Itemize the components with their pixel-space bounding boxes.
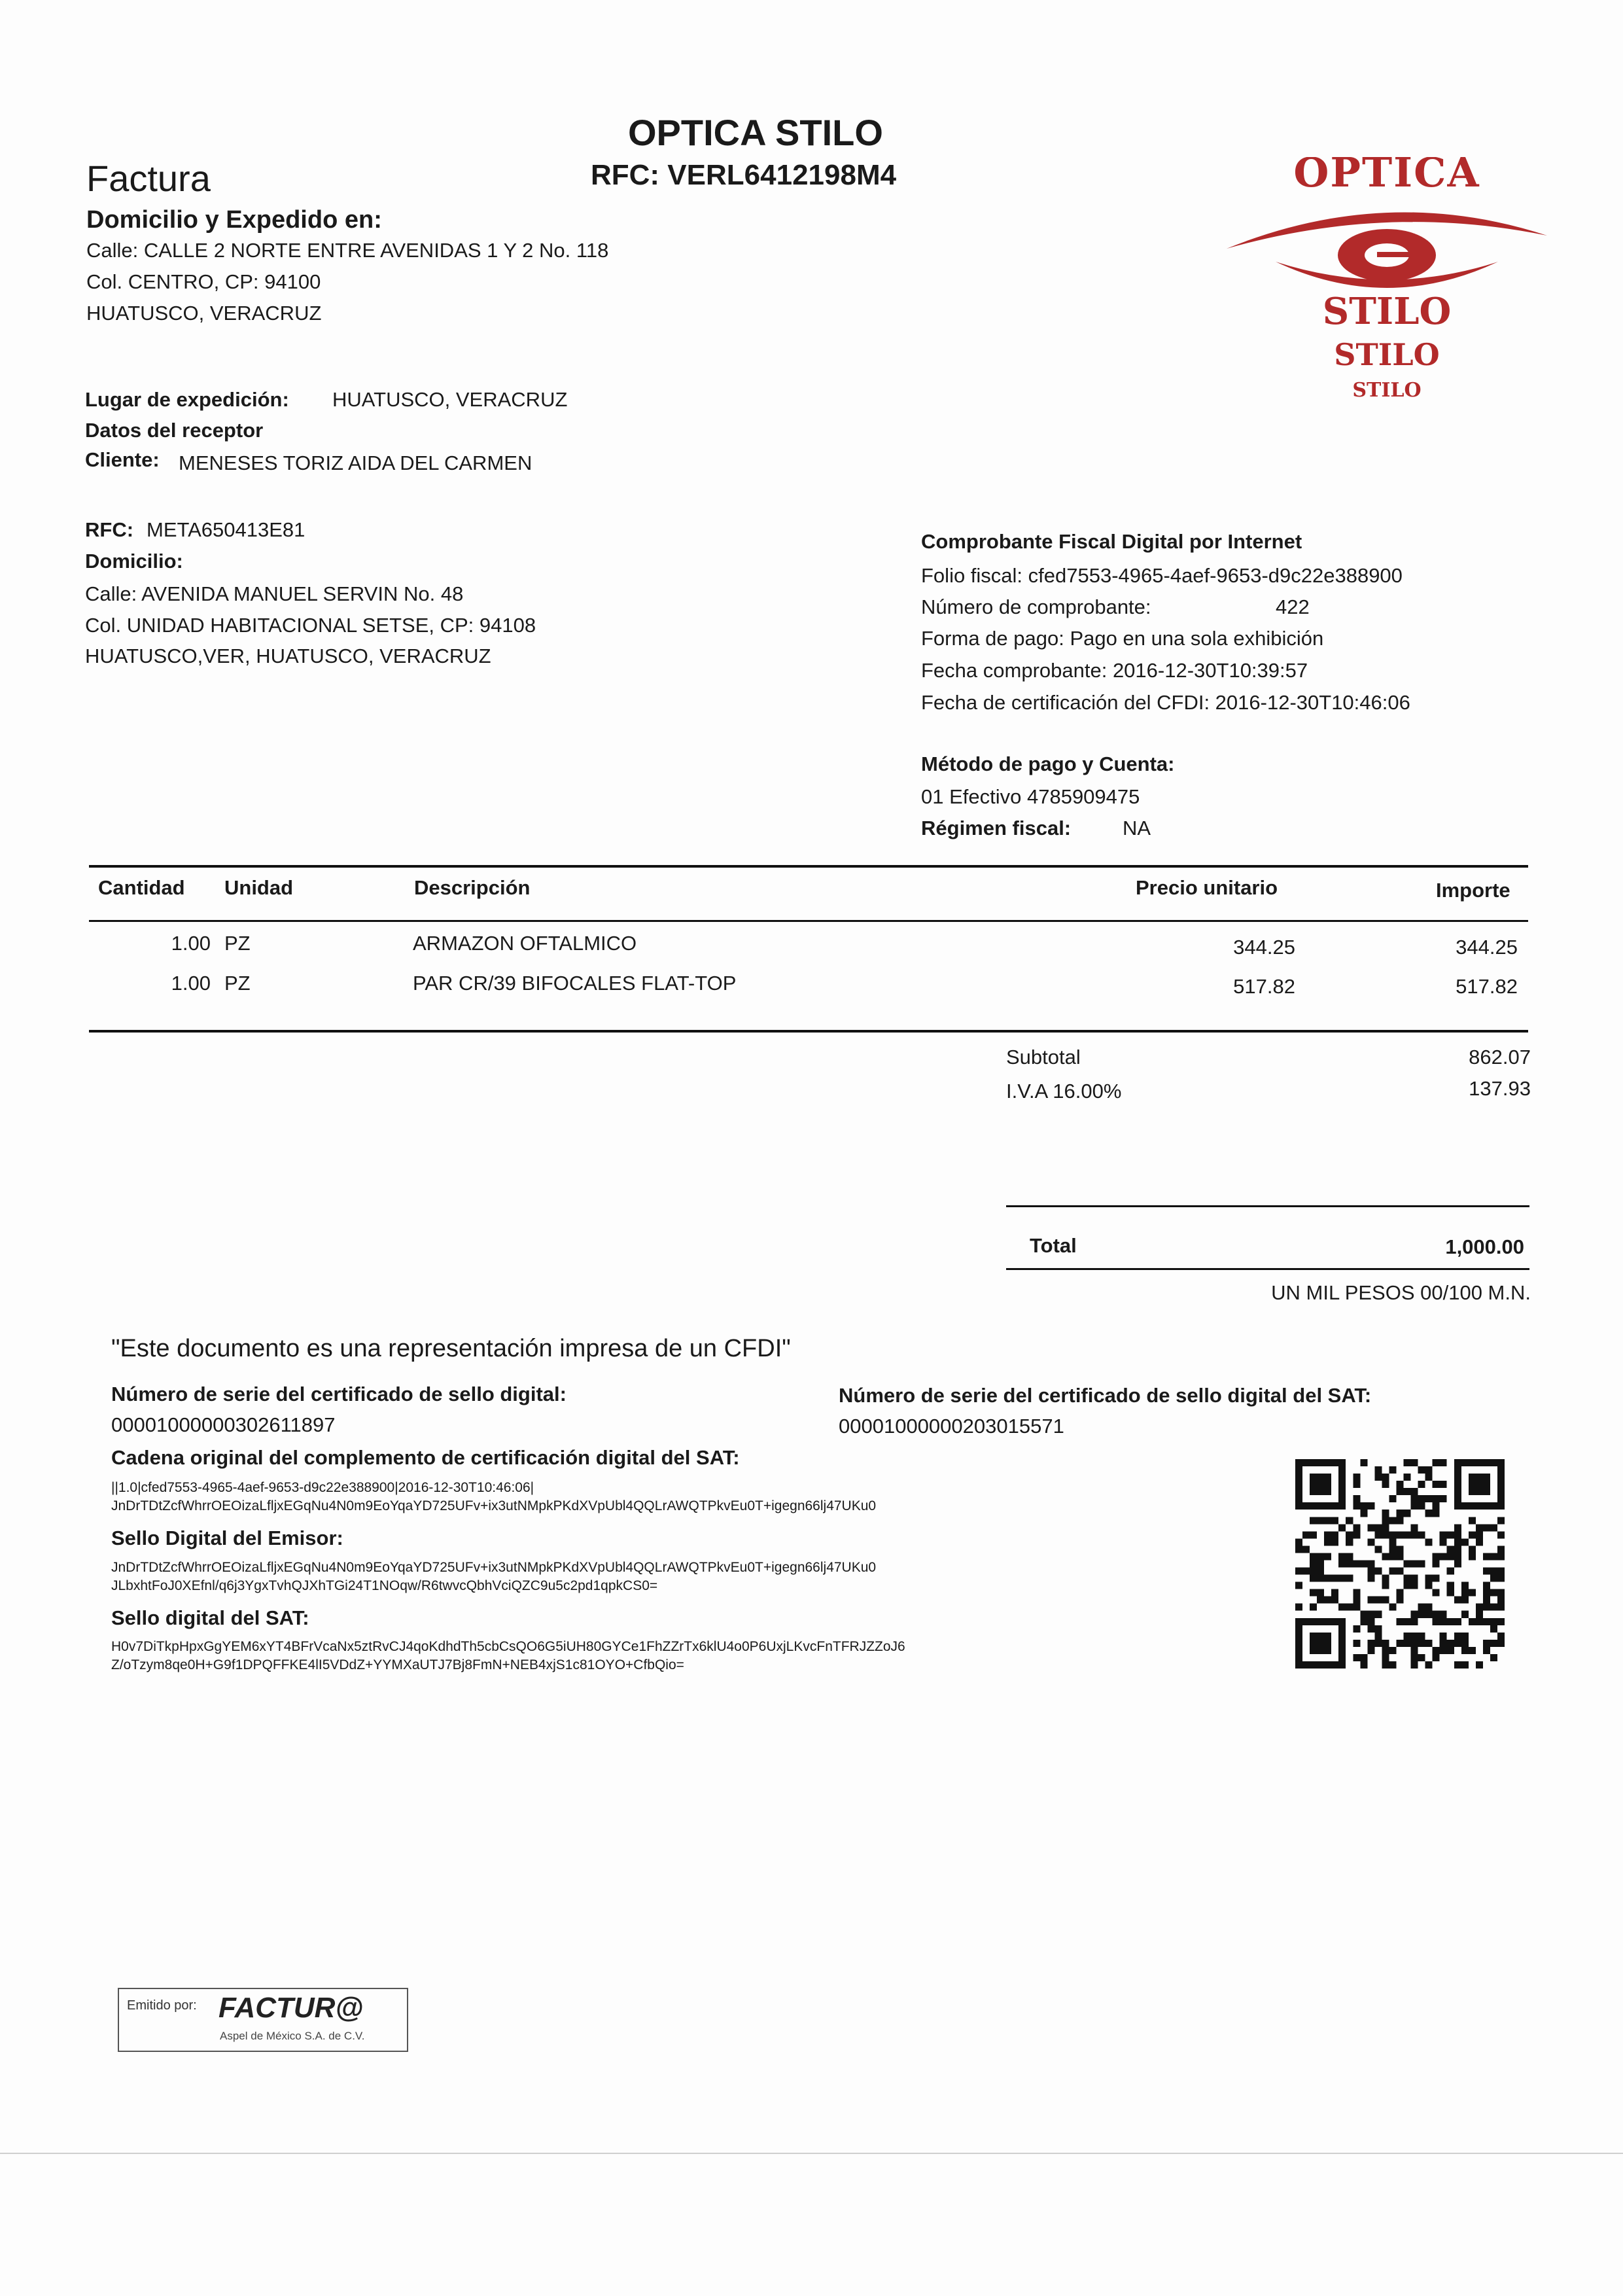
sello-emisor-line-1: JnDrTDtZcfWhrrOEOizaLfljxEGqNu4N0m9EoYqaYD725UFv+ix3utNMpkPKdXVpUbl4QQLrAWQTPkvEu0T+igegn66lj47UKu0 — [111, 1560, 877, 1575]
regimen-label: Régimen fiscal: — [921, 817, 1072, 839]
receiver-city: HUATUSCO,VER, HUATUSCO, VERACRUZ — [85, 645, 491, 667]
row-1-importe: 344.25 — [1456, 936, 1518, 959]
metodo-pago-label: Método de pago y Cuenta: — [921, 752, 1175, 775]
row-2-cantidad: 1.00 — [171, 972, 211, 995]
cadena-line-2: JnDrTDtZcfWhrrOEOizaLfljxEGqNu4N0m9EoYqaYD725UFv+ix3utNMpkPKdXVpUbl4QQLrAWQTPkvEu0T+igegn66lj47UKu0 — [111, 1498, 877, 1513]
total-bottom-rule — [1006, 1268, 1529, 1270]
emitido-por-box — [118, 1988, 408, 2052]
regimen-value: NA — [1123, 817, 1151, 839]
receiver-title: Datos del receptor — [85, 419, 264, 442]
issuer-street: Calle: CALLE 2 NORTE ENTRE AVENIDAS 1 Y 2 No. 118 — [86, 239, 609, 262]
cfdi-numero-value: 422 — [1276, 595, 1310, 618]
cert-label: Número de serie del certificado de sello digital: — [111, 1383, 567, 1405]
receiver-address-label: Domicilio: — [85, 550, 183, 573]
document-title: Factura — [86, 158, 211, 199]
receiver-street: Calle: AVENIDA MANUEL SERVIN No. 48 — [85, 582, 464, 605]
cadena-label: Cadena original del complemento de certificación digital del SAT: — [111, 1446, 740, 1469]
total-label: Total — [1030, 1234, 1077, 1257]
table-top-rule — [89, 865, 1528, 868]
col-descripcion: Descripción — [414, 876, 531, 899]
sello-sat-label: Sello digital del SAT: — [111, 1606, 309, 1629]
logo-text-optica: OPTICA — [1293, 157, 1480, 196]
issuer-colony: Col. CENTRO, CP: 94100 — [86, 270, 321, 293]
receiver-rfc-label: RFC: — [85, 518, 134, 541]
client-label: Cliente: — [85, 448, 160, 471]
company-rfc: RFC: VERL6412198M4 — [591, 159, 897, 191]
cfdi-forma-pago: Forma de pago: Pago en una sola exhibición — [921, 627, 1324, 650]
cfdi-folio: Folio fiscal: cfed7553-4965-4aef-9653-d9c22e388900 — [921, 564, 1403, 587]
client-value: MENESES TORIZ AIDA DEL CARMEN — [179, 451, 532, 474]
sello-sat-line-1: H0v7DiTkpHpxGgYEM6xYT4BFrVcaNx5ztRvCJ4qoKdhdTh5cbCsQO6G5iUH80GYCe1FhZZrTx6klU4o0P6UxjLKvcFnTFRJZZoJ6 — [111, 1639, 905, 1654]
iva-value: 137.93 — [1469, 1077, 1531, 1100]
row-2-importe: 517.82 — [1456, 975, 1518, 998]
col-importe: Importe — [1436, 879, 1510, 902]
issuer-title: Domicilio y Expedido en: — [86, 206, 382, 234]
total-top-rule — [1006, 1205, 1529, 1207]
logo-text-stilo-3: STILO — [1352, 379, 1422, 402]
sello-sat-line-2: Z/oTzym8qe0H+G9f1DPQFFKE4lI5VDdZ+YYMXaUTJ7Bj8FmN+NEB4xjS1c81OYO+CfbQio= — [111, 1657, 684, 1672]
row-1-descripcion: ARMAZON OFTALMICO — [413, 932, 637, 955]
col-cantidad: Cantidad — [98, 876, 185, 899]
cadena-line-1: ||1.0|cfed7553-4965-4aef-9653-d9c22e388900|2016-12-30T10:46:06| — [111, 1480, 534, 1495]
issuer-city: HUATUSCO, VERACRUZ — [86, 302, 322, 325]
metodo-pago-value: 01 Efectivo 4785909475 — [921, 785, 1140, 808]
subtotal-label: Subtotal — [1006, 1046, 1081, 1069]
cfdi-representation-note: "Este documento es una representación impresa de un CFDI" — [111, 1335, 791, 1362]
cfdi-numero-label: Número de comprobante: — [921, 595, 1151, 618]
sat-cert-value: 00001000000203015571 — [839, 1415, 1064, 1438]
sat-cert-label: Número de serie del certificado de sello digital del SAT: — [839, 1384, 1372, 1407]
cfdi-title: Comprobante Fiscal Digital por Internet — [921, 530, 1302, 553]
facture-subtitle: Aspel de México S.A. de C.V. — [220, 2030, 365, 2042]
facture-logo: FACTUR@ — [218, 1992, 364, 2024]
receiver-rfc-value: META650413E81 — [147, 518, 305, 541]
sello-emisor-line-2: JLbxhtFoJ0XEfnl/q6j3YgxTvhQJXhTGi24T1NOqw/R6twvcQbhVciQZC9u5c2pd1qpkCS0= — [111, 1578, 658, 1593]
row-1-cantidad: 1.00 — [171, 932, 211, 955]
total-in-words: UN MIL PESOS 00/100 M.N. — [1271, 1281, 1531, 1304]
cert-value: 00001000000302611897 — [111, 1413, 336, 1436]
place-value: HUATUSCO, VERACRUZ — [332, 388, 568, 411]
total-value: 1,000.00 — [1445, 1235, 1524, 1258]
qr-code — [1295, 1459, 1505, 1669]
row-2-precio: 517.82 — [1233, 975, 1295, 998]
row-2-unidad: PZ — [224, 972, 251, 995]
subtotal-value: 862.07 — [1469, 1046, 1531, 1069]
optica-stilo-logo — [1223, 157, 1550, 406]
logo-text-stilo-2: STILO — [1334, 337, 1440, 372]
iva-label: I.V.A 16.00% — [1006, 1080, 1122, 1103]
cfdi-fecha-cert: Fecha de certificación del CFDI: 2016-12-30T10:46:06 — [921, 691, 1410, 714]
row-1-unidad: PZ — [224, 932, 251, 955]
table-header-rule — [89, 920, 1528, 922]
emitido-label: Emitido por: — [127, 1998, 197, 2013]
logo-text-stilo-1: STILO — [1322, 290, 1452, 333]
col-unidad: Unidad — [224, 876, 294, 899]
page-bottom-rule — [0, 2153, 1623, 2154]
col-precio: Precio unitario — [1136, 876, 1278, 899]
receiver-colony: Col. UNIDAD HABITACIONAL SETSE, CP: 94108 — [85, 614, 536, 637]
row-2-descripcion: PAR CR/39 BIFOCALES FLAT-TOP — [413, 972, 737, 995]
cfdi-fecha: Fecha comprobante: 2016-12-30T10:39:57 — [921, 659, 1308, 682]
company-name: OPTICA STILO — [628, 112, 883, 153]
sello-emisor-label: Sello Digital del Emisor: — [111, 1527, 343, 1549]
place-label: Lugar de expedición: — [85, 388, 289, 411]
row-1-precio: 344.25 — [1233, 936, 1295, 959]
table-bottom-rule — [89, 1030, 1528, 1033]
